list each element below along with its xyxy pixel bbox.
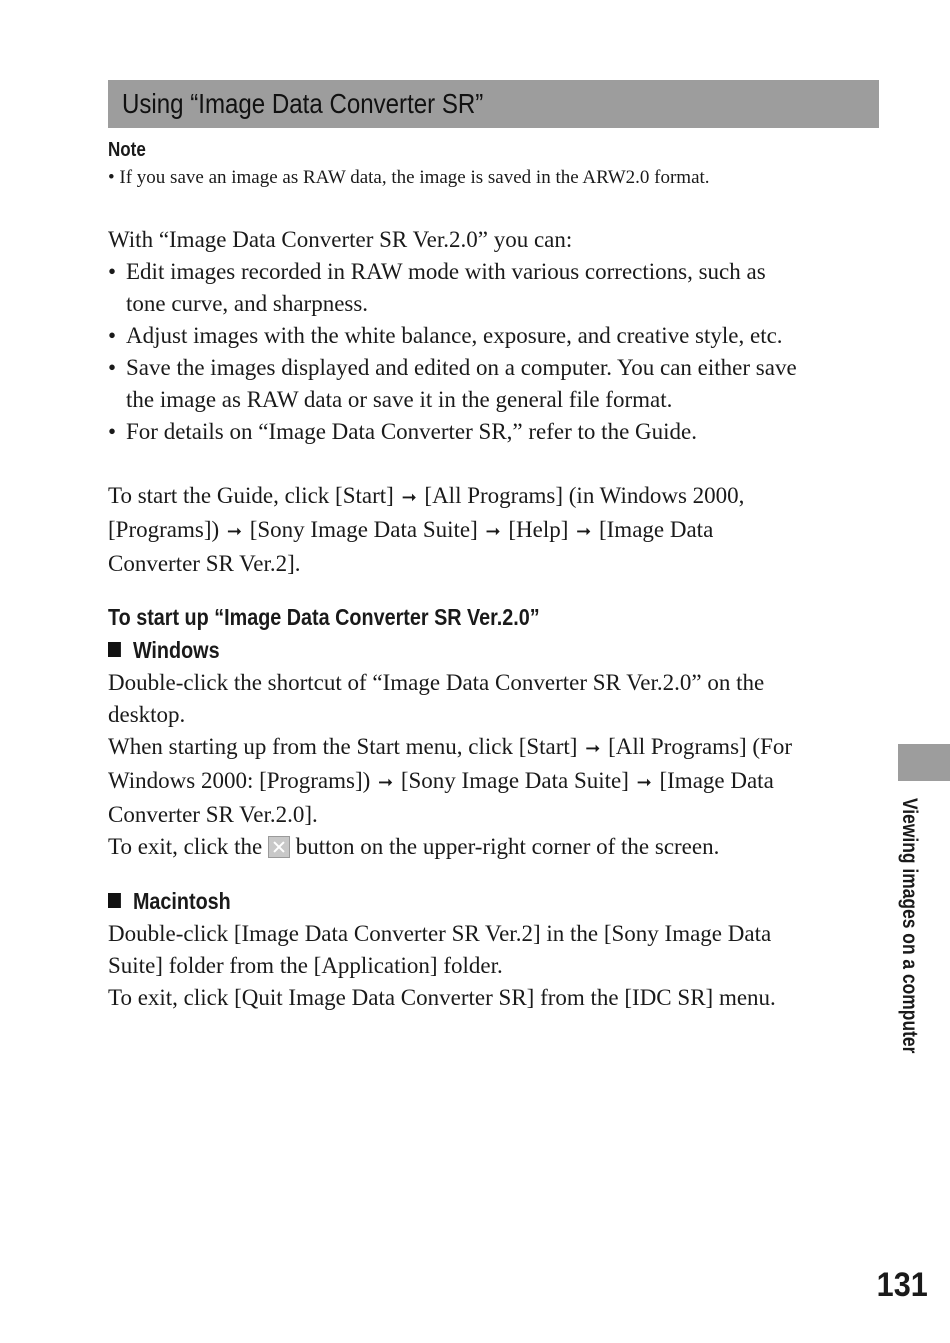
note-heading: Note: [108, 139, 146, 161]
arrow-icon: ➞: [226, 521, 242, 542]
arrow-icon: ➞: [401, 487, 417, 508]
arrow-icon: ➞: [485, 521, 501, 542]
arrow-icon: ➞: [636, 772, 652, 793]
square-bullet-icon: [108, 893, 121, 908]
arrow-icon: ➞: [378, 772, 394, 793]
features-block: [108, 224, 797, 448]
list-item: • Adjust images with the white balance, exposure, and creative style, etc.: [108, 320, 797, 352]
macintosh-instructions: Double-click [Image Data Converter SR Ver.2] in the [Sony Image Data Suite] folder from the [Application] folder. To exit, click [Quit Image Data Converter SR] from the [IDC SR] menu.: [108, 921, 776, 1010]
windows-instructions: Double-click the shortcut of “Image Data Converter SR Ver.2.0” on the desktop. When starting up from the Start menu, click [Start] ➞ [All Programs] (For Windows 2000: [Programs]) ➞ [Sony Image Data Suite] ➞ [Image Data Converter SR Ver.2.0]. To exit, click the button on the upper-right corner of the screen.: [108, 670, 793, 859]
page-number: 131: [876, 1266, 928, 1304]
windows-heading: Windows: [108, 637, 220, 664]
arrow-icon: ➞: [585, 738, 601, 759]
note-text: • If you save an image as RAW data, the image is saved in the ARW2.0 format.: [108, 167, 710, 188]
list-item-line: tone curve, and sharpness.: [126, 291, 369, 316]
list-item-line: the image as RAW data or save it in the general file format.: [126, 387, 673, 412]
list-item-line: Edit images recorded in RAW mode with various corrections, such as: [126, 259, 766, 284]
chapter-side-label: Viewing images on a computer: [898, 798, 921, 1054]
square-bullet-icon: [108, 642, 121, 657]
guide-paragraph: To start the Guide, click [Start] ➞ [All Programs] (in Windows 2000, [Programs]) ➞ [Sony Image Data Suite] ➞ [Help] ➞ [Image Data Converter SR Ver.2].: [108, 483, 745, 576]
arrow-icon: ➞: [576, 521, 592, 542]
section-title: Using “Image Data Converter SR”: [122, 88, 484, 119]
startup-heading: To start up “Image Data Converter SR Ver.2.0”: [108, 604, 540, 630]
intro-text: With “Image Data Converter SR Ver.2.0” you can:: [108, 227, 573, 252]
list-item: • Edit images recorded in RAW mode with various corrections, such as tone curve, and sharpness.: [108, 256, 797, 320]
close-button-icon: [268, 836, 290, 858]
macintosh-heading: Macintosh: [108, 888, 231, 915]
section-title-bar: [108, 80, 879, 128]
list-item-line: Adjust images with the white balance, exposure, and creative style, etc.: [126, 323, 783, 348]
chapter-tab: [898, 744, 950, 781]
list-item-line: For details on “Image Data Converter SR,” refer to the Guide.: [126, 419, 697, 444]
list-item: • For details on “Image Data Converter SR,” refer to the Guide.: [108, 416, 797, 448]
list-item-line: Save the images displayed and edited on a computer. You can either save: [126, 355, 797, 380]
list-item: • Save the images displayed and edited on a computer. You can either save the image as RAW data or save it in the general file format.: [108, 352, 797, 416]
